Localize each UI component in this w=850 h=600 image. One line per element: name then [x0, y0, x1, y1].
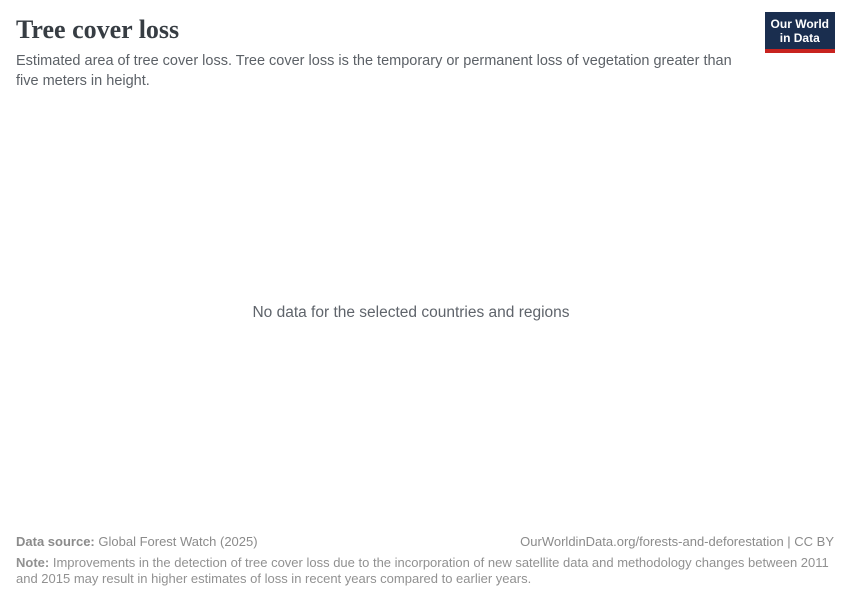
chart-header: [0, 0, 850, 92]
owid-logo[interactable]: [765, 12, 835, 53]
note-label: Note:: [16, 554, 50, 570]
owid-logo-line2: in Data: [779, 31, 820, 46]
no-data-message: No data for the selected countries and regions: [252, 303, 570, 321]
owid-logo-line1: Our World: [770, 17, 829, 31]
source-row: [16, 533, 834, 551]
owid-attribution-link: OurWorldinData.org/forests-and-deforestation | CC BY: [520, 534, 834, 550]
data-source: [16, 533, 258, 551]
chart-subtitle: Estimated area of tree cover loss. Tree cover loss is the temporary or permanent loss of vegetation greater than five meters in height.: [16, 52, 732, 90]
note-text: Improvements in the detection of tree cover loss due to the incorporation of new satellite data and methodology changes between 2011 and 2015 may result in higher estimates of loss in recent years compared to earlier years.: [16, 554, 829, 586]
chart-title: Tree cover loss: [16, 15, 180, 44]
data-source-value: Global Forest Watch (2025): [98, 534, 258, 550]
data-source-label: Data source:: [16, 534, 95, 550]
note-row: [16, 555, 834, 587]
chart-plot-area: [0, 92, 850, 533]
chart-footer: [0, 533, 850, 600]
